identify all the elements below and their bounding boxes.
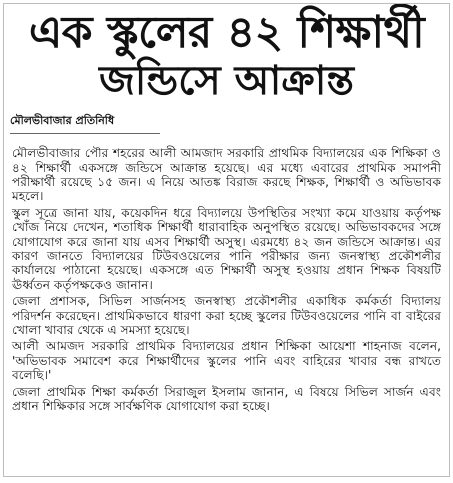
news-clipping bbox=[3, 3, 450, 477]
headline-line-1: এক স্কুলের ৪২ শিক্ষার্থী bbox=[28, 7, 425, 58]
paragraph-5: জেলা প্রাথমিক শিক্ষা কর্মকর্তা সিরাজুল ইসলাম জানান, এ বিষয়ে সিভিল সার্জন এবং প্রধান শিক্ষিকার সঙ্গে সার্বক্ষণিক যোগাযোগ করা হচ্ছে। bbox=[12, 384, 441, 414]
headline bbox=[4, 7, 449, 105]
paragraph-1: মৌলভীবাজার পৌর শহরের আলী আমজাদ সরকারি প্রাথমিক বিদ্যালয়ের এক শিক্ষিকা ও ৪২ শিক্ষার্থী একসঙ্গে জন্ডিসে আক্রান্ত হয়েছে। এর মধ্যে এবারের প্রাথমিক সমাপনী পরীক্ষার্থী রয়েছে ১৫ জন। এ নিয়ে আতঙ্ক বিরাজ করছে শিক্ষক, শিক্ষার্থী ও অভিভাবক মহলে। bbox=[12, 146, 441, 204]
byline: মৌলভীবাজার প্রতিনিধি bbox=[10, 112, 160, 134]
headline-line-2: জন্ডিসে আক্রান্ত bbox=[99, 58, 354, 105]
paragraph-4: আলী আমজদ সরকারি প্রাথমিক বিদ্যালয়ের প্রধান শিক্ষিকা আয়েশা শাহনাজ বলেন, 'অভিভাবক সমাবেশ করে শিক্ষার্থীদের স্কুলের পানি এবং বাহিরের খাবার বন্ধ রাখতে বলেছি।' bbox=[12, 339, 441, 383]
article-body bbox=[12, 146, 441, 413]
paragraph-3: জেলা প্রশাসক, সিভিল সার্জনসহ জনস্বাস্থ্য প্রকৌশলীর একাধিক কর্মকর্তা বিদ্যালয় পরিদর্শন করেছেন। প্রাথমিকভাবে ধারণা করা হচ্ছে স্কুলের টিউবওয়েলের পানি বা বাইরের খোলা খাবার থেকে এ সমস্যা হয়েছে। bbox=[12, 294, 441, 338]
paragraph-2: স্কুল সূত্রে জানা যায়, কয়েকদিন ধরে বিদ্যালয়ে উপস্থিতির সংখ্যা কমে যাওয়ায় কর্তৃপক্ষ খোঁজ নিয়ে দেখেন, শতাধিক শিক্ষার্থী ধারাবাহিক অনুপস্থিত রয়েছে। অভিভাবকদের সঙ্গে যোগাযোগ করে জানা যায় এসব শিক্ষার্থী অসুস্থ। এরমধ্যে ৪২ জন জন্ডিসে আক্রান্ত। এর কারণ জানতে বিদ্যালয়ের টিউবওয়েলের পানি পরীক্ষার জন্য জনস্বাস্থ্য প্রকৌশলীর কার্যালয়ে পাঠানো হয়েছে। একসঙ্গে এত শিক্ষার্থী অসুস্থ হওয়ায় প্রধান শিক্ষক বিষয়টি ঊর্ধ্বতন কর্তৃপক্ষকেও জানান। bbox=[12, 205, 441, 292]
